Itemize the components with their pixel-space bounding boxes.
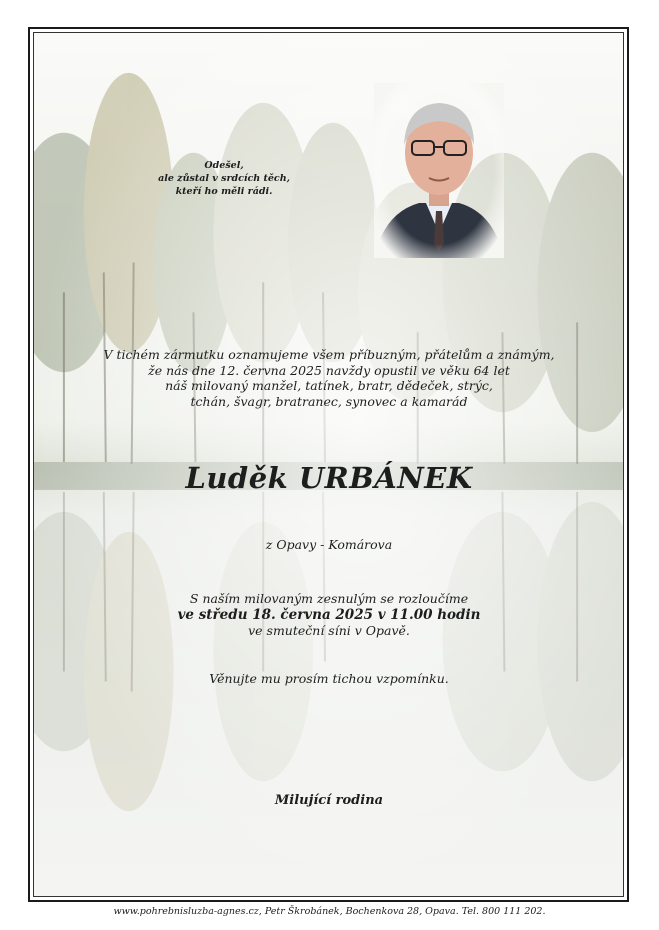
- announcement-line: tchán, švagr, bratranec, synovec a kamarád: [190, 393, 468, 409]
- funeral-service-footer: www.pohrebnisluzba-agnes.cz, Petr Škrobánek, Bochenkova 28, Opava. Tel. 800 111 202.: [113, 906, 546, 917]
- deceased-portrait: [374, 83, 504, 258]
- motto-line: ale zůstal v srdcích těch,: [158, 173, 290, 184]
- remembrance-request: Věnujte mu prosím tichou vzpomínku.: [209, 671, 449, 686]
- family-signature: Milující rodina: [274, 793, 384, 808]
- ceremony-line: S naším milovaným zesnulým se rozloučíme: [189, 591, 469, 606]
- motto-line: Odešel,: [204, 160, 244, 171]
- ceremony-info: [74, 591, 584, 639]
- announcement-line: náš milovaný manžel, tatínek, bratr, dědeček, strýc,: [165, 378, 493, 393]
- motto-line: kteří ho měli rádi.: [175, 186, 273, 197]
- motto: [154, 159, 294, 198]
- deceased-name: Luděk URBÁNEK: [185, 461, 473, 495]
- ceremony-location: ve smuteční síni v Opavě.: [248, 623, 410, 638]
- origin-text: z Opavy - Komárova: [265, 537, 393, 552]
- notice-card: [33, 32, 624, 897]
- announcement-line: že nás dne 12. června 2025 navždy opustil ve věku 64 let: [148, 362, 510, 378]
- announcement-line: V tichém zármutku oznamujeme všem příbuzným, přátelům a známým,: [103, 347, 555, 362]
- announcement-text: [74, 347, 584, 409]
- ceremony-date-time: ve středu 18. června 2025 v 11.00 hodin: [177, 607, 481, 623]
